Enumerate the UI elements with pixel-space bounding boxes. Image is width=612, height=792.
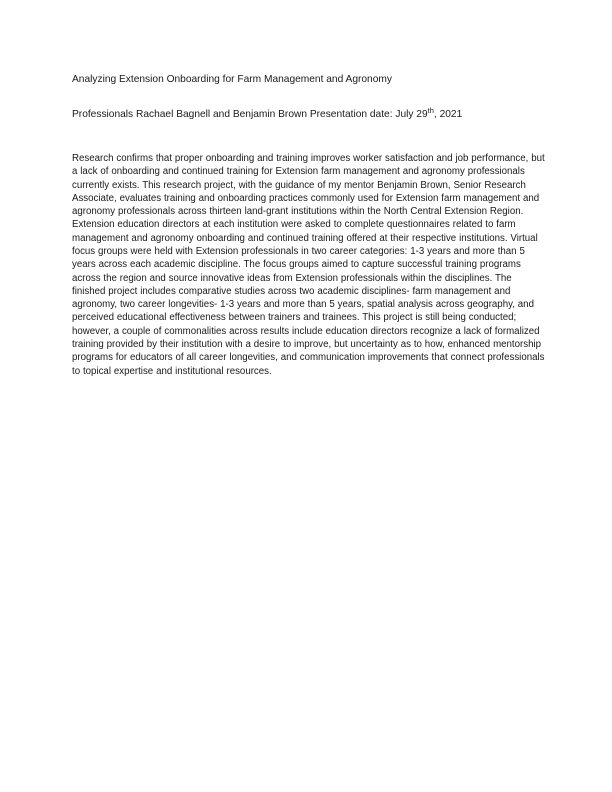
authors-text: Professionals Rachael Bagnell and Benjamin Brown Presentation date: July 29 [72, 109, 428, 120]
date-ordinal-superscript: th [427, 106, 434, 115]
authors-and-date-line [72, 108, 542, 121]
abstract-paragraph: Research confirms that proper onboarding and training improves worker satisfaction and job performance, but a lack of onboarding and continued training for Extension farm management and agronomy professionals currently exists. This research project, with the guidance of my mentor Benjamin Brown, Senior Research Associate, evaluates training and onboarding practices commonly used for Extension farm management and agronomy professionals across thirteen land-grant institutions within the North Central Extension Region. Extension education directors at each institution were asked to complete questionnaires related to farm management and agronomy onboarding and continued training offered at their respective institutions. Virtual focus groups were held with Extension professionals in two career categories: 1-3 years and more than 5 years across each academic discipline. The focus groups aimed to capture successful training programs across the region and source innovative ideas from Extension professionals within the disciplines. The finished project includes comparative studies across two academic disciplines- farm management and agronomy, two career longevities- 1-3 years and more than 5 years, spatial analysis across geography, and perceived educational effectiveness between trainers and trainees. This project is still being conducted; however, a couple of commonalities across results include education directors recognize a lack of formalized training provided by their institution with a desire to improve, but uncertainty as to how, enhanced mentorship programs for educators of all career longevities, and communication improvements that connect professionals to topical expertise and institutional resources. [72, 153, 545, 377]
document-title: Analyzing Extension Onboarding for Farm Management and Agronomy [72, 74, 392, 85]
date-year: , 2021 [433, 109, 463, 120]
